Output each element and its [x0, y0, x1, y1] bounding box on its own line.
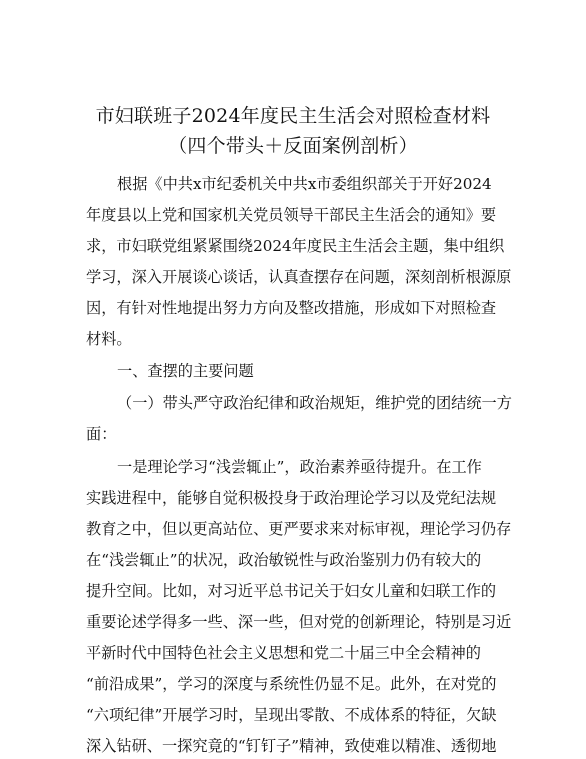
document-page: 市妇联班子2024年度民主生活会对照检查材料 （四个带头＋反面案例剖析） 根据《中共x市纪委机关中共x市委组织部关于开好2024 年度县以上党和国家机关党员领导干部民主生活会的通知》要 求，市妇联党组紧紧围绕2024年度民主生活会主题，集中组织 学习，深入开展谈心谈话，认真查摆存在问题，深刻剖析根源原 因，有针对性地提出努力方向及整改措施，形成如下对照检查 材料。 一、查摆的主要问题 （一）带头严守政治纪律和政治规矩，维护党的团结统一方 面： 一是理论学习“浅尝辄止”，政治素养亟待提升。在工作 实践进程中，能够自觉积极投身于政治理论学习以及党纪法规 教育之中，但以更高站位、更严要求来对标审视，理论学习仍存 在“浅尝辄止”的状况，政治敏锐性与政治鉴别力仍有较大的 提升空间。比如，对习近平总书记关于妇女儿童和妇联工作的 重要论述学得多一些、深一些，但对党的创新理论，特别是习近 平新时代中国特色社会主义思想和党二十届三中全会精神的 “前沿成果”，学习的深度与系统性仍显不足。此外，在对党的 “六项纪律”开展学习时，呈现出零散、不成体系的特征，欠缺 深入钻研、一探究竟的“钉钉子”精神，致使难以精准、透彻地 — [0, 0, 586, 759]
document-title: 市妇联班子2024年度民主生活会对照检查材料 — [95, 105, 491, 127]
document-subtitle: （四个带头＋反面案例剖析） — [168, 135, 418, 157]
